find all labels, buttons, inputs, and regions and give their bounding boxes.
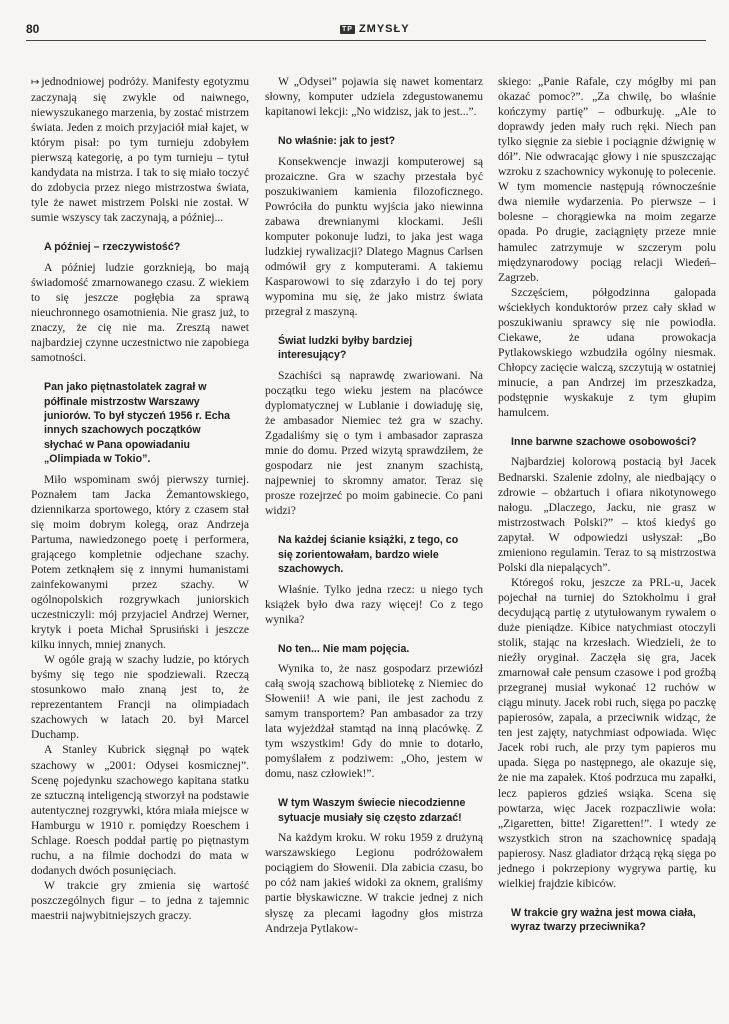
interview-question: A później – rzeczywistość? xyxy=(44,241,181,254)
interview-question: W tym Waszym świecie niecodzienne sytuacje musiały się często zdarzać! xyxy=(278,797,466,824)
article-paragraph: W ogóle grają w szachy ludzie, po których byśmy się tego nie spodziewali. Rzeczą stosunkowo mało znaną jest to, że reprezentantem Francji na olimpiadach szachowych w latach 20. był Marcel Duchamp. xyxy=(31,653,249,742)
page-number: 80 xyxy=(26,22,40,36)
article-paragraph: Wynika to, że nasz gospodarz przewiózł całą swoją szachową bibliotekę z Niemiec do Słowenii! A wie pani, ile jest zachodu z samym transportem? Pan ambasador za trzy lata wyjeżdżał stamtąd na inną placówkę. Z tym wszystkim! Gdy do mnie to dotarło, pomyślałem z podziwem: „Oho, jestem w domu, nasz człowiek!”. xyxy=(265,662,483,781)
article-paragraph xyxy=(31,74,249,225)
article-paragraph: W „Odysei” pojawia się nawet komentarz słowny, komputer udziela zdegustowanemu kapitanowi lekcji: „No widzisz, jak to jest...”. xyxy=(265,75,483,119)
article-paragraph: Na każdym kroku. W roku 1959 z drużyną warszawskiego Legionu podróżowałem pociągiem do Słowenii. Dla zabicia czasu, bo po cóż nam jakieś widoki za oknem, graliśmy partie błyskawiczne. W trakcie jednej z nich słyszę za plecami łagodny głos mistrza Andrzeja Pytlakow- xyxy=(265,831,483,935)
article-column-1 xyxy=(31,74,249,923)
page-header xyxy=(26,22,706,40)
interview-question: Na każdej ścianie książki, z tego, co się zorientowałam, bardzo wiele szachowych. xyxy=(278,534,459,576)
article-paragraph: Szachiści są naprawdę zwariowani. Na początku tego wieku jestem na placówce dyplomatycznej w Lublanie i dowiaduję się, że ambasador Niemiec też gra w szachy. Zgadaliśmy się o tym i ambasador zaprasza mnie do domu. Przed wizytą sprawdziłem, że gospodarz nie jest znanym szachistą, najpewniej to skromny amator. Teraz się prosze rozejrzeć po moim gabinecie. Co pani widzi? xyxy=(265,368,483,518)
interview-question: No właśnie: jak to jest? xyxy=(278,135,396,148)
continuation-arrow-icon: ↦ xyxy=(31,77,40,88)
article-column-3 xyxy=(498,74,716,940)
magazine-logo: TP xyxy=(342,26,353,33)
article-paragraph: A później ludzie gorzknieją, bo mają świadomość zmarnowanego czasu. Z wiekiem to się jeszcze pogłębia za sprawą nieuchronnego osamotnienia. Nie grasz już, to znaczy, że cię nie ma. Zresztą nawet najbardziej czynne uczestnictwo nie zapobiega samotności. xyxy=(31,260,249,365)
article-paragraph: Szczęściem, półgodzinna galopada wściekłych konduktorów przez cały skład w poszukiwaniu sprawcy się nie powiodła. Ciekawe, że udana prowokacja Pytlakowskiego wzbudziła ogólny niesmak. Chłopcy zacięcie walczą, szczytują w ostatniej minucie, a pan Andrzej im przeszkadza, podstępnie wyskakuje z tym głupim hamulcem. xyxy=(498,285,716,420)
article-paragraph: Któregoś roku, jeszcze za PRL-u, Jacek pojechał na turniej do Sztokholmu i grał decydującą partię z utytułowanym rywalem o duże pieniądze. Kibice natychmiast otoczyli stolik, stając na krzesłach. Wiedzieli, że to nieźły oryginał. Zaczęła się gra, Jacek zmarnował całe pensum czasowe i pod groźbą przegranej musiał wykonać 12 ruchów w ciągu minuty. Jacek robi ruch, sięga po paczkę papierosów, zapala, a przeciwnik widząc, że ten jest zajęty, natychmiast odpowiada. Więc Jacek robi ruch, ale przy tym papieros mu upada. Sięga po następnego, ale okazuje się, że nie ma zapałek. Ktoś podrzuca mu zapałki, lecz papieros gdzieś wsiąka. Scena się powtarza, więc Jacek rozpaczliwie woła: „Zigaretten, bitte! Zigaretten!”. I wtedy ze wszystkich stron na szachownicę spadają papierosy. Nasz gladiator drżącą ręką sięga po jednego i pokrzepiony wygrywa partię, ku wielkiej frajdzie kibiców. xyxy=(498,575,716,890)
article-paragraph: Miło wspominam swój pierwszy turniej. Poznałem tam Jacka Żemantowskiego, dziennikarza sportowego, który z czasem stał się moim dobrym kolegą, oraz Andrzeja Partuma, nawiedzonego poetę i performera, grającego kompletnie odjechane szachy. Potem zetknąłem się z innymi humanistami zainfekowanymi przez szachy. W ogólnopolskich rozgrywkach juniorskich uczestniczyli: mój przyjaciel Andrzej Werner, krytyk i poeta Michał Sprusiński i jeszcze kilku innych, mniej znanych. xyxy=(31,472,249,652)
paragraph-text: jednodniowej podróży. Manifesty egotyzmu zaczynają się zwykle od naiwnego, niewyszukanego marzenia, by zostać mistrzem świata. Jeden z moich przyjaciół miał kajet, w którym pisał: po tym turnieju zdobyłem pierwszą kategorię, a po tym turnieju – tytuł kandydata na mistrza. I tak to się miało toczyć do zdobycia przez niego mistrzostwa świata, tyle że nawet mistrzem Polski nie został. W sumie wszyscy tak zaczynają, a później... xyxy=(31,75,249,225)
interview-question: Pan jako piętnastolatek zagrał w półfinale mistrzostw Warszawy juniorów. To był styczeń 1956 r. Echa innych szachowych początków słychać w Pana opowiadaniu „Olimpiada w Tokio”. xyxy=(44,381,231,466)
article-paragraph: Konsekwencje inwazji komputerowej są prozaiczne. Gra w szachy przestała być poszukiwaniem kamienia filozoficznego. Powróciła do punktu wyjścia jako niewinna zabawa drewnianymi klockami. Jeśli komputer pokonuje ludzi, to jaka jest waga ludzkiej rywalizacji? Dlatego Magnus Carlsen odmówił gry z komputerami. A takiemu Kasparowowi to się zdarzyło i do tej pory wypomina mu się, że jako mistrz świata przegrał z maszyną. xyxy=(265,154,483,319)
article-paragraph: A Stanley Kubrick sięgnął po wątek szachowy w „2001: Odysei kosmicznej”. Scenę pojedynku szachowego kapitana statku ze sztuczną inteligencją stworzył na podstawie autentycznej rozgrywki, która miała miejsce w Hamburgu w 1910 r. pomiędzy Roeschem i Schlage. Roesch poddał partię po piętnastym ruchu, a na filmie dochodzi do mata w dodanych dwóch posunięciach. xyxy=(31,743,249,877)
interview-question: Inne barwne szachowe osobowości? xyxy=(511,436,697,449)
header-rule xyxy=(26,40,706,41)
article-paragraph: skiego: „Panie Rafale, czy mógłby mi pan okazać pomoc?”. „Za chwilę, bo właśnie kończymy partię” – odburkuję. „Ale to doprawdy jeden mały ruch ręki. Niech pan tylko sięgnie za siebie i pociągnie dźwignię w dół”. Nie odwracając głowy i nie spuszczając wzroku z szachownicy wykonuję to polecenie. W tym momencie następują równocześnie dwa niemiłe wydarzenia. Po pierwsze – i bolesne – chorągiewka na moim zegarze opada. Po drugie, zaciągnięty przeze mnie hamulec zatrzymuje w szczerym polu międzynarodowy pociąg relacji Wiedeń–Zagrzeb. xyxy=(498,75,716,284)
article-paragraph: Najbardziej kolorową postacią był Jacek Bednarski. Szalenie zdolny, ale niedbający o zdrowie – obżartuch i ofiara nikotynowego nałogu. „Dlaczego, Jacku, nie grasz w mistrzostwach Polski?” – ktoś kiedyś go zapytał. W odpowiedzi usłyszał: „Bo zmieniono regulamin. Teraz to są mistrzostwa Polski dla niepalących”. xyxy=(498,455,716,574)
interview-question: Świat ludzki byłby bardziej interesujący? xyxy=(278,335,413,362)
section-title xyxy=(340,23,410,35)
article-paragraph: W trakcie gry zmienia się wartość poszczególnych figur – to jedna z tajemnic maestrii najwybitniejszych graczy. xyxy=(31,878,249,922)
interview-question: W trakcie gry ważna jest mowa ciała, wyraz twarzy przeciwnika? xyxy=(511,906,696,934)
interview-question: No ten... Nie mam pojęcia. xyxy=(278,642,410,655)
article-paragraph: Właśnie. Tylko jedna rzecz: u niego tych książek było dwa razy więcej! Co z tego wynika? xyxy=(265,582,483,626)
section-name: ZMYSŁY xyxy=(358,23,410,35)
article-column-2 xyxy=(265,74,483,936)
